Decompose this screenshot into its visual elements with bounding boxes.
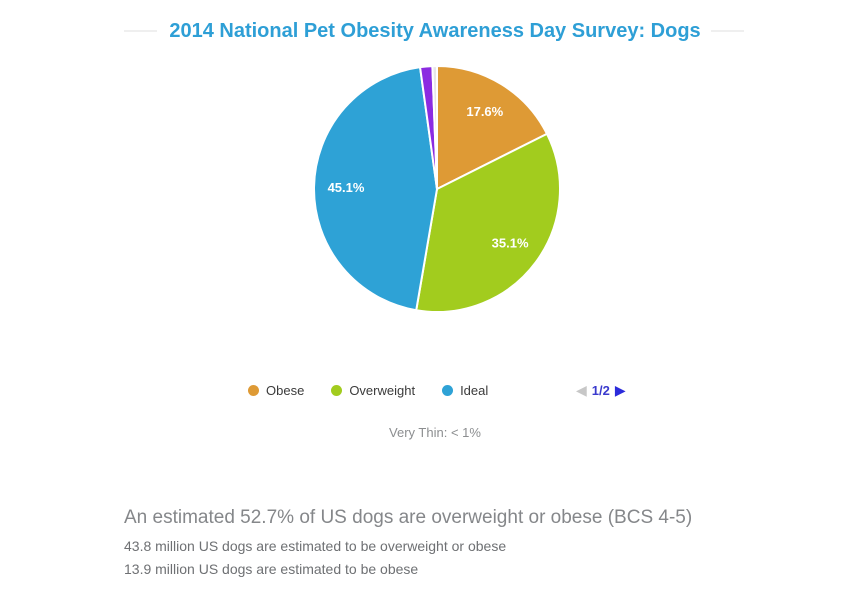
- pie-slice-label-obese: 17.6%: [466, 104, 504, 119]
- summary-headline: An estimated 52.7% of US dogs are overweight or obese (BCS 4-5): [124, 507, 693, 528]
- legend-item-label: Obese: [266, 382, 305, 398]
- pie-slice-label-ideal: 45.1%: [327, 180, 365, 196]
- legend-swatch-icon: [331, 385, 342, 396]
- title-divider-right: [711, 30, 744, 32]
- summary-line-overweight-or-obese: 43.8 million US dogs are estimated to be overweight or obese: [124, 538, 507, 554]
- legend-prev-arrow-icon[interactable]: ◀: [576, 381, 587, 398]
- pie-slice-label-overweight: 35.1%: [491, 235, 529, 251]
- pie-chart: [310, 62, 564, 316]
- legend-swatch-icon: [248, 385, 259, 396]
- legend-item-obese[interactable]: [248, 383, 304, 398]
- summary-block: [124, 505, 784, 581]
- legend-item-label: Ideal: [460, 382, 489, 398]
- chart-title: 2014 National Pet Obesity Awareness Day Survey: Dogs: [169, 20, 701, 42]
- legend-item-overweight[interactable]: [331, 383, 415, 398]
- legend-next-arrow-icon[interactable]: ▶: [614, 381, 626, 398]
- legend-item-label: Overweight: [349, 382, 416, 398]
- summary-line-obese: 13.9 million US dogs are estimated to be obese: [124, 561, 419, 577]
- chart-footnote: Very Thin: < 1%: [389, 425, 481, 440]
- chart-legend: [248, 382, 488, 398]
- legend-swatch-icon: [442, 385, 453, 396]
- legend-page-indicator: 1/2: [591, 382, 610, 398]
- legend-pagination: [576, 381, 626, 399]
- legend-item-ideal[interactable]: [442, 383, 488, 398]
